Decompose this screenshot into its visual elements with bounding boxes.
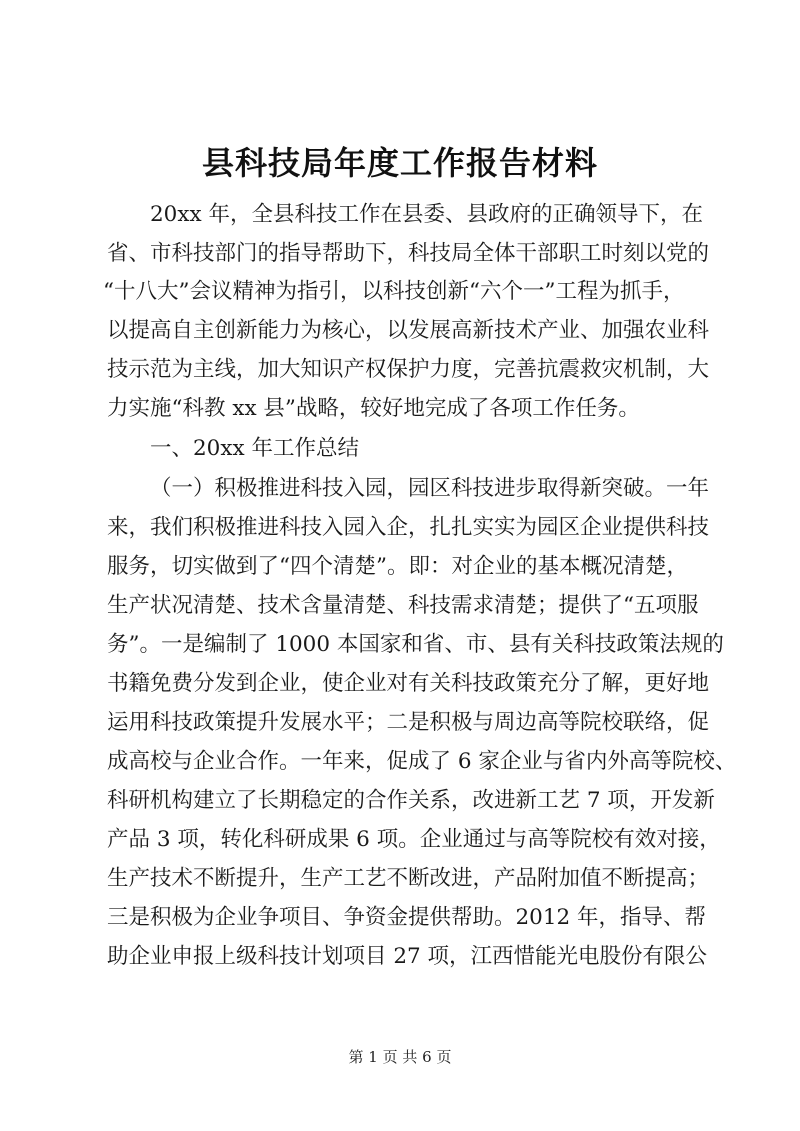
body-line-9: 来，我们积极推进科技入园入企，扎扎实实为园区企业提供科技: [107, 515, 710, 540]
body-line-12: 务”。一是编制了 1000 本国家和省、市、县有关科技政策法规的: [107, 632, 724, 657]
body-line-17: 产品 3 项，转化科研成果 6 项。企业通过与高等院校有效对接，: [107, 827, 721, 852]
body-line-2: 省、市科技部门的指导帮助下，科技局全体干部职工时刻以党的: [107, 241, 710, 266]
body-line-16: 科研机构建立了长期稳定的合作关系，改进新工艺 7 项，开发新: [107, 788, 715, 813]
body-line-1: 20xx 年，全县科技工作在县委、县政府的正确领导下，在: [150, 202, 703, 227]
body-line-19: 三是积极为企业争项目、争资金提供帮助。2012 年，指导、帮: [107, 905, 707, 930]
body-line-6: 力实施“科教 xx 县”战略，较好地完成了各项工作任务。: [107, 396, 640, 421]
body-line-3: “十八大”会议精神为指引，以科技创新“六个一”工程为抓手，: [103, 279, 685, 304]
page-number-footer: 第 1 页 共 6 页: [348, 1048, 452, 1066]
body-line-5: 技示范为主线，加大知识产权保护力度，完善抗震救灾机制，大: [107, 357, 710, 382]
section-heading: 一、20xx 年工作总结: [150, 436, 359, 461]
body-line-20: 助企业申报上级科技计划项目 27 项，江西惜能光电股份有限公: [107, 944, 708, 969]
body-line-13: 书籍免费分发到企业，使企业对有关科技政策充分了解，更好地: [107, 671, 710, 696]
body-line-15: 成高校与企业合作。一年来，促成了 6 家企业与省内外高等院校、: [107, 749, 737, 774]
body-line-11: 生产状况清楚、技术含量清楚、科技需求清楚；提供了“五项服: [107, 593, 699, 618]
body-line-4: 以提高自主创新能力为核心，以发展高新技术产业、加强农业科: [107, 318, 710, 343]
body-line-10: 服务，切实做到了“四个清楚”。即：对企业的基本概况清楚，: [107, 554, 688, 579]
document-title: 县科技局年度工作报告材料: [201, 144, 598, 182]
body-line-18: 生产技术不断提升，生产工艺不断改进，产品附加值不断提高；: [107, 866, 710, 891]
body-line-8: （一）积极推进科技入园，园区科技进步取得新突破。一年: [150, 476, 710, 501]
body-line-14: 运用科技政策提升发展水平；二是积极与周边高等院校联络，促: [107, 710, 710, 735]
